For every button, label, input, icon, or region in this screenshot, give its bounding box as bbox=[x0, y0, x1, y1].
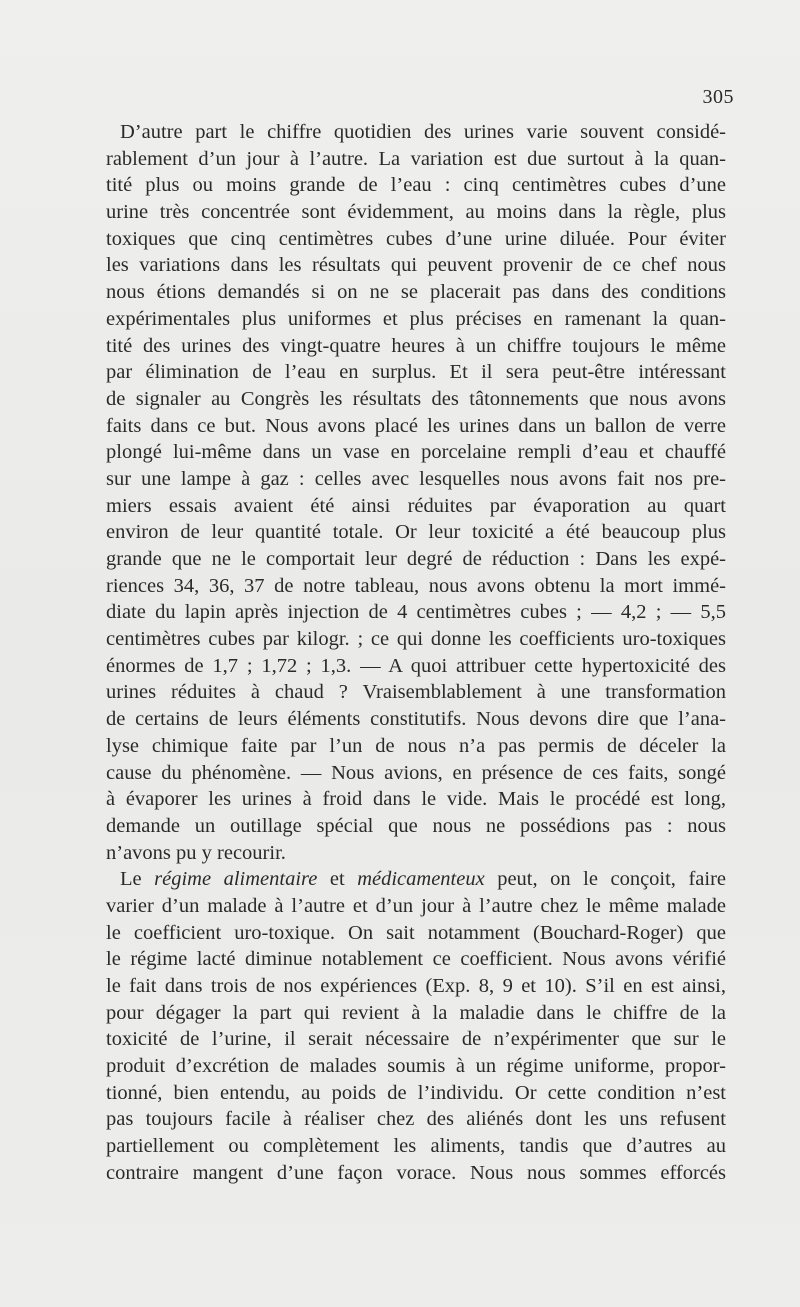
text-line: le fait dans trois de nos expériences (Exp. 8, 9 et 10). S’il en est ainsi, bbox=[106, 975, 726, 997]
text-line: toxiques que cinq centimètres cubes d’une urine diluée. Pour éviter bbox=[106, 227, 726, 250]
text-line: tité des urines des vingt-quatre heures à un chiffre toujours le même bbox=[106, 334, 726, 357]
text-line: expérimentales plus uniformes et plus précises en ramenant la quan- bbox=[106, 307, 726, 330]
text-line: riences 34, 36, 37 de notre tableau, nous avons obtenu la mort immé- bbox=[106, 574, 726, 597]
text-run: Le bbox=[120, 868, 155, 891]
italic-term: médicamenteux bbox=[357, 868, 485, 891]
text-line: rablement d’un jour à l’autre. La variation est due surtout à la quan- bbox=[106, 147, 726, 170]
text-line: D’autre part le chiffre quotidien des urines varie souvent considé- bbox=[120, 121, 726, 143]
text-line: n’avons pu y recourir. bbox=[106, 841, 286, 864]
text-line: le coefficient uro-toxique. On sait notamment (Bouchard-Roger) que bbox=[106, 921, 726, 944]
text-line: plongé lui-même dans un vase en porcelaine rempli d’eau et chauffé bbox=[106, 441, 726, 464]
text-line: miers essais avaient été ainsi réduites par évaporation au quart bbox=[106, 494, 726, 517]
text-line: partiellement ou complètement les aliments, tandis que d’autres au bbox=[106, 1135, 726, 1158]
text-line: tionné, bien entendu, au poids de l’individu. Or cette condition n’est bbox=[106, 1081, 726, 1104]
text-line: pas toujours facile à réaliser chez des aliénés dont les uns refusent bbox=[106, 1108, 726, 1131]
text-line: varier d’un malade à l’autre et d’un jour à l’autre chez le même malade bbox=[106, 894, 726, 917]
text-run: peut, on le conçoit, faire bbox=[484, 868, 726, 891]
text-line: sur une lampe à gaz : celles avec lesquelles nous avons fait nos pre- bbox=[106, 467, 726, 490]
text-line: toxicité de l’urine, il serait nécessaire de n’expérimenter que sur le bbox=[106, 1028, 726, 1051]
text-line: les variations dans les résultats qui peuvent provenir de ce chef nous bbox=[106, 254, 726, 277]
text-line: faits dans ce but. Nous avons placé les urines dans un ballon de verre bbox=[106, 414, 726, 437]
body-text bbox=[106, 119, 726, 1187]
page-number: 305 bbox=[702, 86, 734, 108]
text-line: contraire mangent d’une façon vorace. Nous nous sommes efforcés bbox=[106, 1161, 726, 1184]
text-line: environ de leur quantité totale. Or leur toxicité a été beaucoup plus bbox=[106, 521, 726, 544]
text-line: produit d’excrétion de malades soumis à un régime uniforme, propor- bbox=[106, 1055, 726, 1078]
text-line: cause du phénomène. — Nous avions, en présence de ces faits, songé bbox=[106, 761, 726, 784]
text-line: pour dégager la part qui revient à la maladie dans le chiffre de la bbox=[106, 1001, 726, 1024]
text-line: de certains de leurs éléments constitutifs. Nous devons dire que l’ana- bbox=[106, 708, 726, 731]
text-line: par élimination de l’eau en surplus. Et il sera peut-être intéressant bbox=[106, 361, 726, 384]
text-line: de signaler au Congrès les résultats des tâtonnements que nous avons bbox=[106, 387, 726, 410]
text-line: nous étions demandés si on ne se placerait pas dans des conditions bbox=[106, 281, 726, 304]
italic-term: régime alimentaire bbox=[154, 868, 318, 891]
text-line: centimètres cubes par kilogr. ; ce qui donne les coefficients uro-toxiques bbox=[106, 628, 726, 651]
text-line: énormes de 1,7 ; 1,72 ; 1,3. — A quoi attribuer cette hypertoxicité des bbox=[106, 654, 726, 677]
text-line: le régime lacté diminue notablement ce coefficient. Nous avons vérifié bbox=[106, 948, 726, 971]
text-line: diate du lapin après injection de 4 centimètres cubes ; — 4,2 ; — 5,5 bbox=[106, 601, 726, 624]
text-line: urine très concentrée sont évidemment, au moins dans la règle, plus bbox=[106, 201, 726, 224]
paragraph-opening-line bbox=[106, 866, 726, 893]
text-line: tité plus ou moins grande de l’eau : cinq centimètres cubes d’une bbox=[106, 174, 726, 197]
text-line: urines réduites à chaud ? Vraisemblablement à une transformation bbox=[106, 681, 726, 704]
text-line: demande un outillage spécial que nous ne possédions pas : nous bbox=[106, 814, 726, 837]
text-line: lyse chimique faite par l’un de nous n’a pas permis de déceler la bbox=[106, 734, 726, 757]
text-line: à évaporer les urines à froid dans le vide. Mais le procédé est long, bbox=[106, 788, 726, 811]
text-line: grande que ne le comportait leur degré de réduction : Dans les expé- bbox=[106, 548, 726, 570]
text-run: et bbox=[317, 868, 358, 891]
